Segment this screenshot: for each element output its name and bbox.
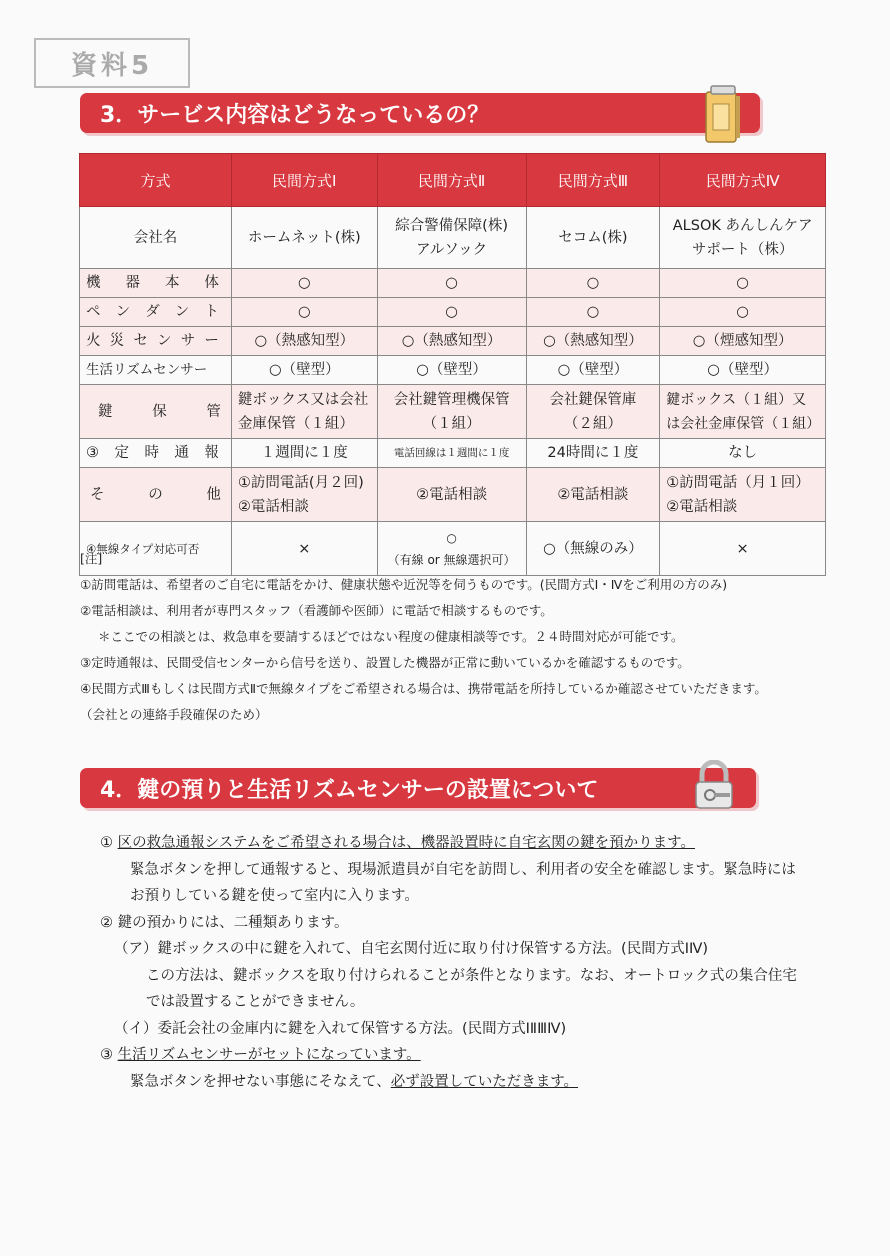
note-visit-call: ①訪問電話は、希望者のご自宅に電話をかけ、健康状態や近況等を伺うものです。(民間方式Ⅰ・Ⅳをご利用の方のみ) [80,577,728,592]
table-cell: 綜合警備保障(株) アルソック [377,207,526,269]
table-cell: 会社鍵管理機保管 （１組） [377,385,526,439]
table-cell: ○ [660,298,826,327]
key-types-heading: 鍵の預かりには、二種類あります。 [117,914,349,931]
row-label-pendant: ペ ン ダ ン ト [80,298,232,327]
row-label-device: 機 器 本 体 [80,269,232,298]
table-cell: 鍵ボックス（１組）又 は会社金庫保管（１組） [660,385,826,439]
rhythm-sensor-heading: 生活リズムセンサーがセットになっています。 [117,1047,421,1063]
table-cell: ②電話相談 [377,468,526,522]
key-types-item [100,910,830,937]
key-deposit-heading: 区の救急通報システムをご希望される場合は、機器設置時に自宅玄関の鍵を預かります。 [117,835,695,851]
header-private-3: 民間方式Ⅲ [526,154,660,207]
table-cell: ○（無線のみ） [526,522,660,576]
rhythm-sensor-body-text: 緊急ボタンを押せない事態にそなえて、 [130,1073,391,1090]
note-phone-consult: ②電話相談は、利用者が専門スタッフ（看護師や医師）に電話で相談するものです。 [80,603,553,618]
key-type-a-detail-1: この方法は、鍵ボックスを取り付けられることが条件となります。なお、オートロック式の集合住宅 [146,967,797,984]
key-type-a: （ア）鍵ボックスの中に鍵を入れて、自宅玄関付近に取り付け保管する方法。(民間方式ⅠⅣ) [114,941,709,957]
key-type-a-detail-2: では設置することができません。 [146,994,365,1010]
rhythm-sensor-body [100,1069,830,1096]
section4-title: 4．鍵の預りと生活リズムセンサーの設置について [100,777,599,803]
rhythm-sensor-item [100,1042,830,1069]
table-cell: 24時間に１度 [526,439,660,468]
table-cell: ○（熱感知型） [377,327,526,356]
row-label-company: 会社名 [80,207,232,269]
item-number: ② [100,914,113,931]
table-cell: ○（壁型） [526,356,660,385]
table-cell: ①訪問電話（月１回） ②電話相談 [660,468,826,522]
table-cell: ②電話相談 [526,468,660,522]
key-type-b: （イ）委託会社の金庫内に鍵を入れて保管する方法。(民間方式ⅠⅡⅢⅣ) [114,1020,567,1037]
table-cell: ○（熱感知型） [231,327,377,356]
table-cell: １週間に１度 [231,439,377,468]
service-comparison-table [79,153,826,576]
row-label-wireless: ④無線タイプ対応可否 [80,522,232,576]
table-cell: ○ [231,269,377,298]
header-private-2: 民間方式Ⅱ [377,154,526,207]
table-row [80,269,826,298]
rhythm-sensor-required: 必ず設置していただきます。 [390,1073,579,1090]
section3-title: 3．サービス内容はどうなっているの？ [100,102,490,128]
table-cell: ○ [231,298,377,327]
note-wireless: ④民間方式Ⅲもしくは民間方式Ⅱで無線タイプをご希望される場合は、携帯電話を所持しているか確認させていただきます。 [80,681,767,696]
device-box-icon [703,82,743,146]
header-method: 方式 [80,154,232,207]
item-number: ① [100,835,113,851]
row-label-key-storage: 鍵 保 管 [80,385,232,439]
key-deposit-body-1: 緊急ボタンを押して通報すると、現場派遣員が自宅を訪問し、利用者の安全を確認します。緊急時には [130,861,796,878]
table-cell: ○ （有線 or 無線選択可） [377,522,526,576]
table-cell: ○（煙感知型） [660,327,826,356]
row-label-fire-sensor: 火 災 セ ン サ ー [80,327,232,356]
table-cell: なし [660,439,826,468]
table-cell: ○ [377,298,526,327]
key-deposit-body-2: お預りしている鍵を使って室内に入ります。 [130,888,419,904]
note-consult-detail: ＊ここでの相談とは、救急車を要請するほどではない程度の健康相談等です。２４時間対応が可能です。 [98,629,684,644]
table-cell: ○ [660,269,826,298]
table-row [80,207,826,269]
table-cell: ○（壁型） [231,356,377,385]
table-row [80,298,826,327]
document-number-stamp: 資料5 [34,38,190,88]
note-periodic-report: ③定時通報は、民間受信センターから信号を送り、設置した機器が正常に動いているかを確認するものです。 [80,655,690,670]
table-cell: ○（壁型） [377,356,526,385]
padlock-icon [690,760,738,812]
table-notes [80,546,840,728]
table-cell: ホームネット(株) [231,207,377,269]
table-cell: × [231,522,377,576]
header-private-1: 民間方式Ⅰ [231,154,377,207]
note-wireless-reason: （会社との連絡手段確保のため） [80,707,268,722]
table-cell: × [660,522,826,576]
table-cell: 会社鍵保管庫 （２組） [526,385,660,439]
row-label-other: そ の 他 [80,468,232,522]
table-row [80,385,826,439]
table-row [80,468,826,522]
table-cell: 電話回線は１週間に１度 [377,439,526,468]
section4-banner [80,768,756,808]
table-cell: ALSOK あんしんケア サポート（株） [660,207,826,269]
key-deposit-item [100,830,830,857]
table-cell: ①訪問電話(月２回) ②電話相談 [231,468,377,522]
row-label-rhythm-sensor: 生活リズムセンサー [80,356,232,385]
table-cell: 鍵ボックス又は会社 金庫保管（１組） [231,385,377,439]
table-cell: セコム(株) [526,207,660,269]
row-label-periodic-report: ③ 定 時 通 報 [80,439,232,468]
table-row [80,327,826,356]
section4-body [100,830,830,1095]
notes-heading: [注] [80,551,103,566]
section3-banner [80,93,760,133]
item-number: ③ [100,1047,113,1063]
table-cell: ○（壁型） [660,356,826,385]
table-cell: ○（熱感知型） [526,327,660,356]
table-row [80,356,826,385]
table-cell: ○ [377,269,526,298]
table-cell: ○ [526,269,660,298]
table-cell: ○ [526,298,660,327]
header-private-4: 民間方式Ⅳ [660,154,826,207]
table-header-row [80,154,826,207]
table-row [80,439,826,468]
